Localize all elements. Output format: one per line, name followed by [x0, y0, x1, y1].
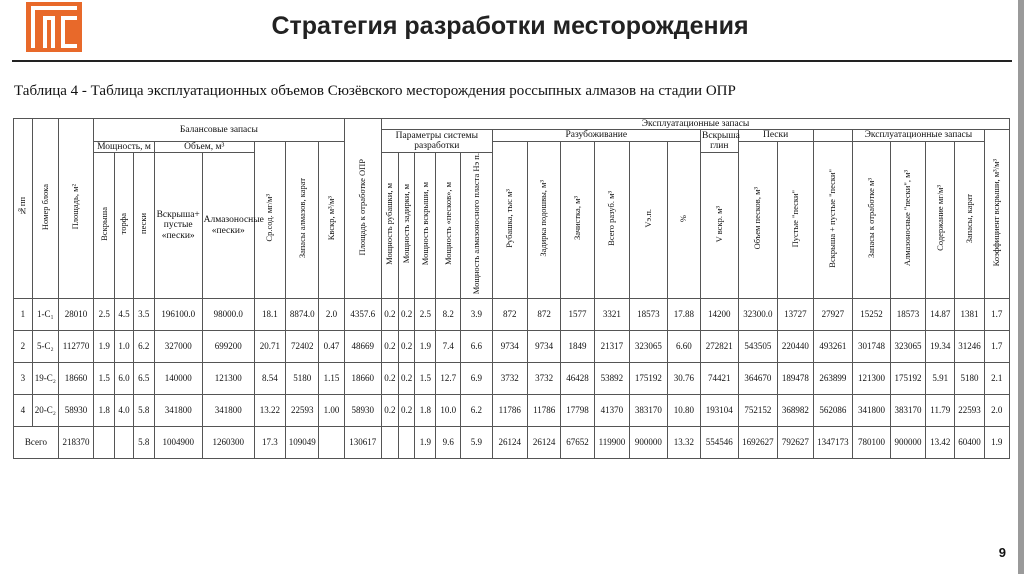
table-cell: 6.0 [115, 363, 134, 395]
table-cell: 1.15 [319, 363, 344, 395]
col-r2: Задирка подошвы, м³ [538, 179, 549, 257]
table-cell: 6.2 [133, 331, 154, 363]
group-thick: Мощность, м [94, 141, 154, 152]
table-cell: 4.0 [115, 395, 134, 427]
table-cell: 98000.0 [202, 299, 254, 331]
page-number: 9 [998, 545, 1006, 560]
col-e1: Вскрыша + пустые "пески" [827, 168, 838, 268]
table-cell: 30.76 [667, 363, 700, 395]
table-cell: 19.34 [926, 331, 955, 363]
table-cell: 5.8 [133, 395, 154, 427]
table-cell: 872 [527, 299, 560, 331]
table-cell: 327000 [154, 331, 202, 363]
col-overb-empty: Вскрыша+ пустые «пески» [154, 153, 202, 299]
table-cell: 0.2 [398, 363, 415, 395]
table-cell: 18573 [890, 299, 925, 331]
table-cell: 15252 [853, 299, 891, 331]
col-sand: пески [138, 213, 149, 235]
group-params: Параметры системы разработки [382, 130, 492, 153]
col-s1: Объем песков, м³ [752, 187, 763, 250]
table-cell: 0.2 [382, 395, 399, 427]
table-cell: 27927 [813, 299, 853, 331]
table-cell: 17798 [561, 395, 594, 427]
table-caption: Таблица 4 - Таблица эксплуатационных объемов Сюзёвского месторождения россыпных алмазов на стадии ОПР [14, 83, 736, 99]
table-cell: 1.9 [415, 331, 436, 363]
company-logo [26, 2, 82, 52]
table-cell: 5180 [286, 363, 319, 395]
table-cell: 272821 [701, 331, 739, 363]
table-cell: 175192 [630, 363, 668, 395]
table-cell: 4.5 [115, 299, 134, 331]
table-cell: 4 [14, 395, 33, 427]
table-cell: 323065 [630, 331, 668, 363]
table-cell: 121300 [202, 363, 254, 395]
table-cell: 1.7 [984, 299, 1009, 331]
table-cell: 20.71 [254, 331, 285, 363]
slide-edge [1018, 0, 1024, 574]
table-cell: 5-С₂ [32, 331, 58, 363]
table-cell: 18573 [630, 299, 668, 331]
table-cell: 6.60 [667, 331, 700, 363]
group-razub: Разубоживание [492, 130, 700, 141]
table-cell: 562086 [813, 395, 853, 427]
table-cell: 1577 [561, 299, 594, 331]
table-cell: 2.5 [415, 299, 436, 331]
table-cell: 18660 [58, 363, 93, 395]
col-reserves: Запасы алмазов, карат [296, 178, 307, 259]
table-cell: 1849 [561, 331, 594, 363]
table-cell: 6.2 [461, 395, 492, 427]
table-cell: 3.5 [133, 299, 154, 331]
table-cell: 341800 [853, 395, 891, 427]
col-p3: Мощность вскрыши, м [419, 182, 430, 266]
col-r5: Vэ.п. [642, 208, 653, 228]
table-cell: 28010 [58, 299, 93, 331]
table-cell: 263899 [813, 363, 853, 395]
table-cell: 18660 [344, 363, 382, 395]
table-row [14, 299, 1010, 331]
table-cell: 9734 [527, 331, 560, 363]
table-cell: 220440 [778, 331, 813, 363]
table-cell: 1.9 [94, 331, 115, 363]
table-cell: 8.54 [254, 363, 285, 395]
total-row: Всего 218370 5.8 1004900 1260300 17.3 109049 130617 1.9 9.6 5.9 26124 26124 67652 119900 900000 13.32 554546 1692627 792627 1347173 780100 900000 13.42 60400 1.9 [14, 427, 1010, 459]
table-cell: 21317 [594, 331, 629, 363]
table-cell: 1.8 [94, 395, 115, 427]
page-title: Стратегия разработки месторождения [271, 12, 749, 40]
col-p2: Мощность задирки, м [400, 184, 411, 264]
table-cell: 32300.0 [738, 299, 778, 331]
table-cell: 112770 [58, 331, 93, 363]
table-cell: 14.87 [926, 299, 955, 331]
table-cell: 46428 [561, 363, 594, 395]
col-p4: Мощность «песков», м [442, 182, 453, 266]
table-cell: 7.4 [436, 331, 461, 363]
table-cell: 2.0 [984, 395, 1009, 427]
col-e2: Запасы к отработке м³ [865, 178, 876, 259]
table-cell: 48669 [344, 331, 382, 363]
table-cell: 752152 [738, 395, 778, 427]
table-cell: 14200 [701, 299, 739, 331]
col-area-opr: Площадь к отработке ОПР [357, 158, 368, 256]
table-cell: 6.5 [133, 363, 154, 395]
table-cell: 12.7 [436, 363, 461, 395]
col-num: №пп [14, 119, 33, 299]
table-cell: 9734 [492, 331, 527, 363]
table-cell: 196100.0 [154, 299, 202, 331]
col-diamond-sands: Алмазоносные «пески» [202, 153, 254, 299]
col-e5: Запасы, карат [963, 193, 974, 243]
table-cell: 11.79 [926, 395, 955, 427]
col-r3: Зачистка, м³ [571, 196, 582, 241]
table-cell: 543505 [738, 331, 778, 363]
table-cell: 1.5 [415, 363, 436, 395]
table-cell: 872 [492, 299, 527, 331]
table-cell: 341800 [154, 395, 202, 427]
table-cell: 1-С₁ [32, 299, 58, 331]
table-cell: 140000 [154, 363, 202, 395]
table-cell: 1.5 [94, 363, 115, 395]
table-cell: 383170 [630, 395, 668, 427]
group-volume: Объем, м³ [154, 141, 254, 152]
table-cell: 3.9 [461, 299, 492, 331]
table-cell: 0.2 [382, 331, 399, 363]
table-cell: 383170 [890, 395, 925, 427]
table-cell: 2 [14, 331, 33, 363]
table-cell: 0.2 [398, 395, 415, 427]
table-cell: 8.2 [436, 299, 461, 331]
table-cell: 1.8 [415, 395, 436, 427]
table-cell: 2.5 [94, 299, 115, 331]
table-cell: 301748 [853, 331, 891, 363]
col-e3: Алмазоносные "пески", м³ [902, 170, 913, 267]
table-cell: 13727 [778, 299, 813, 331]
table-cell: 1.0 [115, 331, 134, 363]
table-cell: 20-С₂ [32, 395, 58, 427]
table-cell: 341800 [202, 395, 254, 427]
group-sands: Пески [738, 130, 813, 141]
table-cell: 0.47 [319, 331, 344, 363]
col-e4: Содержание мг/м³ [934, 185, 945, 252]
table-cell: 493261 [813, 331, 853, 363]
table-cell: 13.22 [254, 395, 285, 427]
table-cell: 193104 [701, 395, 739, 427]
table-cell: 18.1 [254, 299, 285, 331]
table-cell: 53892 [594, 363, 629, 395]
table-cell: 1 [14, 299, 33, 331]
table-row [14, 331, 1010, 363]
title-divider [12, 60, 1012, 62]
reserves-table [13, 118, 1010, 459]
group-expl2: Эксплуатационные запасы [853, 130, 984, 141]
col-coef: Коэффициент вскрыши, м³/м³ [991, 158, 1002, 267]
table-cell: 22593 [955, 395, 984, 427]
table-cell: 0.2 [398, 331, 415, 363]
table-cell: 1.00 [319, 395, 344, 427]
table-cell: 323065 [890, 331, 925, 363]
col-block: Номер блока [39, 183, 50, 230]
table-cell: 1381 [955, 299, 984, 331]
table-cell: 8874.0 [286, 299, 319, 331]
table-cell: 10.0 [436, 395, 461, 427]
table-cell: 4357.6 [344, 299, 382, 331]
table-cell: 10.80 [667, 395, 700, 427]
table-cell: 699200 [202, 331, 254, 363]
table-cell: 74421 [701, 363, 739, 395]
table-cell: 31246 [955, 331, 984, 363]
table-cell: 5180 [955, 363, 984, 395]
table-cell: 121300 [853, 363, 891, 395]
col-s2: Пустые "пески" [789, 189, 800, 247]
total-label: Всего [14, 427, 59, 459]
table-cell: 17.88 [667, 299, 700, 331]
group-balance: Балансовые запасы [94, 119, 344, 142]
col-r4: Всего разуб. м³ [606, 190, 617, 246]
table-cell: 2.0 [319, 299, 344, 331]
table-cell: 3732 [527, 363, 560, 395]
table-cell: 3 [14, 363, 33, 395]
table-cell: 6.6 [461, 331, 492, 363]
table-cell: 0.2 [382, 299, 399, 331]
col-overb: Вскрыша [98, 207, 109, 241]
col-peat: торфа [118, 213, 129, 235]
group-expl: Эксплуатационные запасы [382, 119, 1010, 130]
table-cell: 0.2 [398, 299, 415, 331]
table-cell: 189478 [778, 363, 813, 395]
table-cell: 175192 [890, 363, 925, 395]
table-row [14, 395, 1010, 427]
col-p5: Мощность алмазоносного пласта Нэ п. [470, 153, 481, 295]
col-r1: Рубашка, тыс м³ [504, 188, 515, 248]
table-cell: 3732 [492, 363, 527, 395]
table-cell: 0.2 [382, 363, 399, 395]
table-cell: 11786 [527, 395, 560, 427]
table-cell: 72402 [286, 331, 319, 363]
table-cell: 368982 [778, 395, 813, 427]
table-cell: 6.9 [461, 363, 492, 395]
col-avg: Ср.сод. мг/м³ [264, 194, 275, 242]
table-cell: 41370 [594, 395, 629, 427]
table-cell: 1.7 [984, 331, 1009, 363]
table-cell: 11786 [492, 395, 527, 427]
table-cell: 3321 [594, 299, 629, 331]
col-p1: Мощность рубашки, м [384, 183, 395, 265]
col-r6: % [678, 214, 689, 222]
table-cell: 364670 [738, 363, 778, 395]
table-cell: 5.91 [926, 363, 955, 395]
col-vk: V вскр. м³ [713, 205, 724, 243]
table-cell: 58930 [344, 395, 382, 427]
table-row [14, 363, 1010, 395]
table-cell: 19-С₂ [32, 363, 58, 395]
group-vskrglin: Вскрыша глин [702, 130, 740, 152]
table-cell: 2.1 [984, 363, 1009, 395]
table-cell: 22593 [286, 395, 319, 427]
col-area: Площадь, м² [70, 184, 81, 230]
table-cell: 58930 [58, 395, 93, 427]
col-kvskr: Квскр, м³/м³ [325, 196, 336, 241]
